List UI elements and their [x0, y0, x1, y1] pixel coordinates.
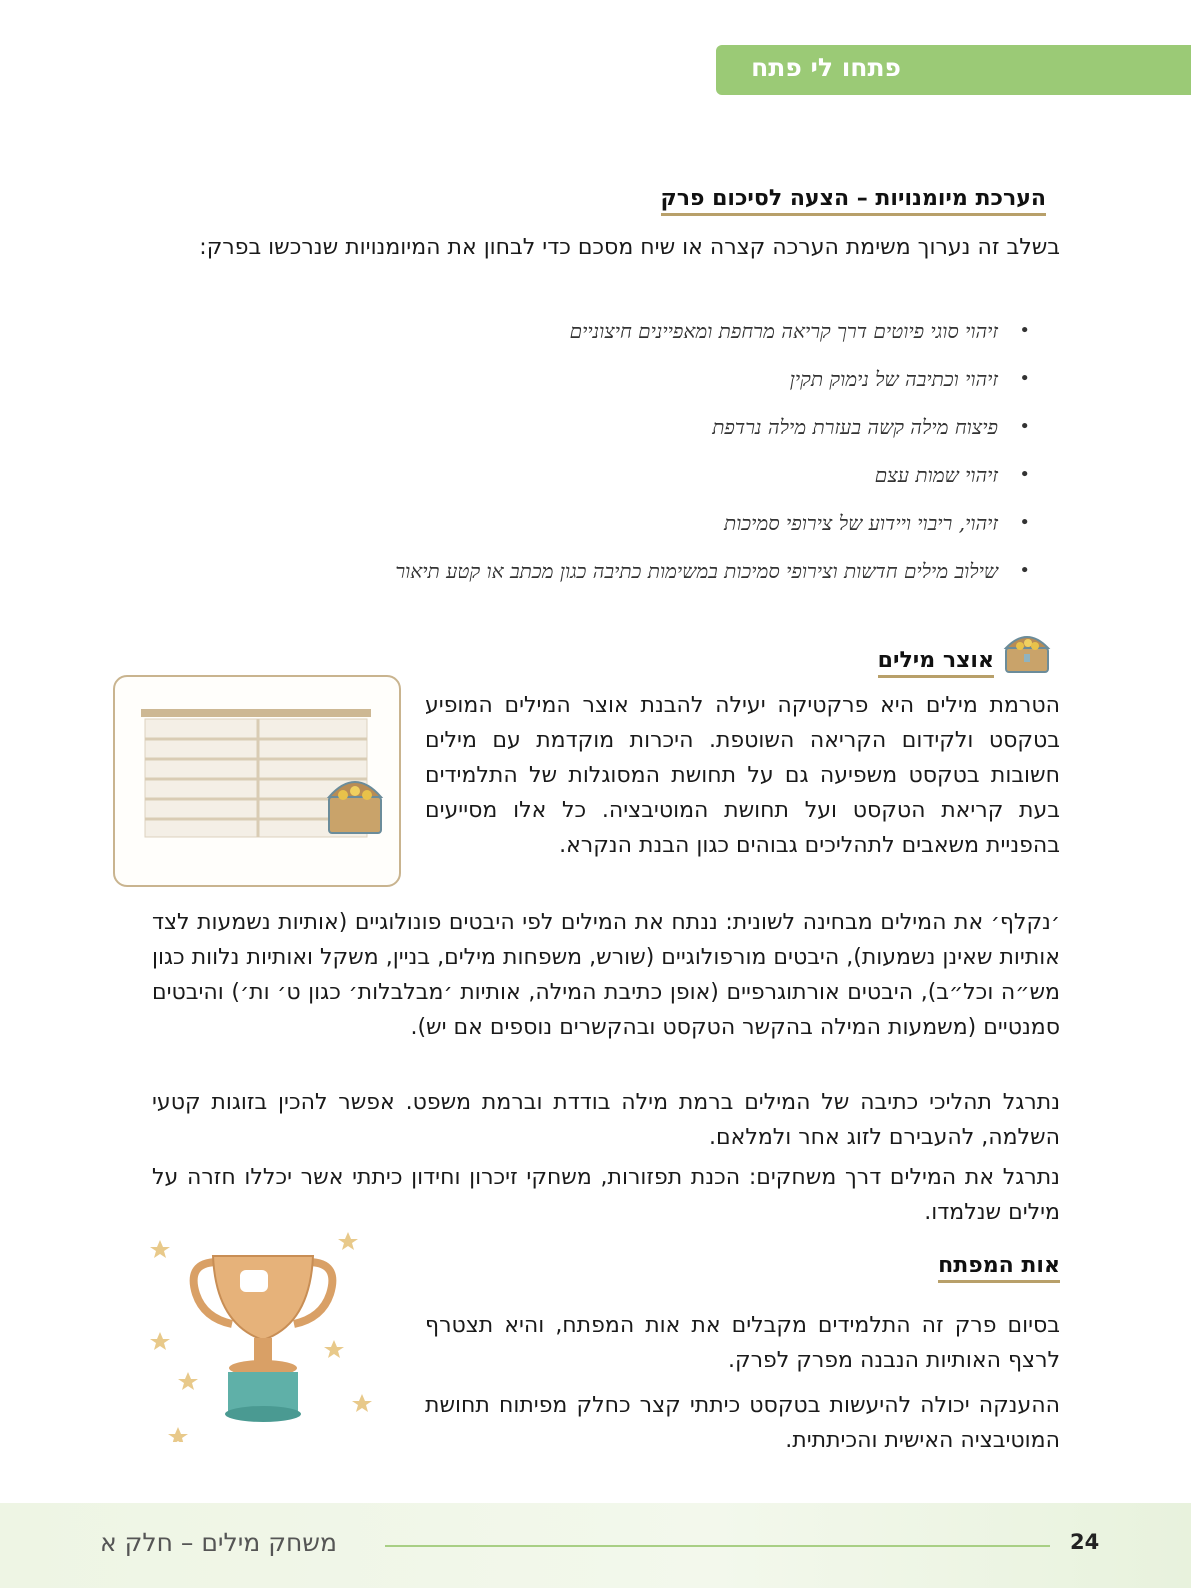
list-item: • זיהוי שמות עצם: [330, 456, 1030, 504]
list-item: • פיצוח מילה קשה בעזרת מילה נרדפת: [330, 408, 1030, 456]
footer-book-title: משחק מילים – חלק א: [100, 1528, 337, 1557]
chapter-tab: [716, 45, 1191, 95]
treasure-chest-icon: [1000, 624, 1054, 676]
assessment-heading-text: הערכת מיומנויות – הצעה לסיכום פרק: [660, 186, 1046, 211]
page-number: 24: [1070, 1530, 1100, 1554]
key-letter-heading: [938, 1253, 1060, 1283]
heading-underline: [878, 675, 994, 678]
heading-underline: [938, 1280, 1060, 1283]
vocabulary-table-illustration: [113, 675, 401, 887]
chapter-tab-title: פתחו לי פתח: [751, 53, 901, 82]
vocabulary-paragraph-2: ׳נקלף׳ את המילים מבחינה לשונית: ננתח את המילים לפי היבטים פונולוגיים (אותיות נשמעות לצד אותיות שאינן נשמעות), היבטים מורפולוגיים (שורש, משפחות מילים, בניין, משקל ואותיות נלוות כגון מש״ה וכל״ב), היבטים אורתוגרפיים (אופן כתיבת המילה, אותיות ׳מבלבלות׳ כגון ט׳ ות׳) והיבטים סמנטיים (משמעות המילה בהקשר הטקסט ובהקשרים נוספים אם יש).: [152, 910, 1060, 1040]
list-item: • זיהוי סוגי פיוטים דרך קריאה מרחפת ומאפיינים חיצוניים: [330, 312, 1030, 360]
vocabulary-heading-text: אוצר מילים: [877, 648, 994, 673]
assessment-heading: [661, 186, 1046, 216]
list-item: • זיהוי, ריבוי ויידוע של צירופי סמיכות: [330, 504, 1030, 552]
key-letter-paragraph-2: ההענקה יכולה להיעשות בטקסט כיתתי קצר כחלק מפיתוח תחושת המוטיבציה האישית והכיתתית.: [425, 1393, 1060, 1453]
trophy-icon: [148, 1232, 378, 1442]
key-letter-paragraph-1: בסיום פרק זה התלמידים מקבלים את אות המפתח, והיא תצטרף לרצף האותיות הנבנה מפרק לפרק.: [425, 1313, 1060, 1373]
footer-divider: [385, 1545, 1050, 1547]
vocabulary-heading: [878, 648, 994, 678]
skills-bullet-list: [330, 312, 1030, 600]
vocabulary-paragraph-4: נתרגל את המילים דרך משחקים: הכנת תפזורות, משחקי זיכרון וחידון כיתתי אשר יכללו חזרה על מילים שנלמדו.: [152, 1165, 1060, 1225]
heading-underline: [661, 213, 1046, 216]
list-item: • שילוב מילים חדשות וצירופי סמיכות במשימות כתיבה כגון מכתב או קטע תיאור: [330, 552, 1030, 600]
word-table-graphic: [115, 677, 399, 885]
vocabulary-paragraph-3: נתרגל תהליכי כתיבה של המילים ברמת מילה בודדת וברמת משפט. אפשר להכין בזוגות קטעי השלמה, להעבירם לזוג אחר ולמלאם.: [152, 1090, 1060, 1150]
list-item: • זיהוי וכתיבה של נימוק תקין: [330, 360, 1030, 408]
vocabulary-paragraph-1: הטרמת מילים היא פרקטיקה יעילה להבנת אוצר המילים המופיע בטקסט ולקידום הקריאה השוטפת. היכרות מוקדמת עם מילים חשובות בטקסט משפיעה גם על תחושת המסוגלות של התלמידים בעת קריאת הטקסט ועל תחושת המוטיבציה. כל אלו מסייעים בהפניית משאבים לתהליכים גבוהים כגון הבנת הנקרא.: [425, 693, 1060, 858]
key-letter-heading-text: אות המפתח: [938, 1253, 1060, 1278]
assessment-intro: בשלב זה נערוך משימת הערכה קצרה או שיח מסכם כדי לבחון את המיומנויות שנרכשו בפרק:: [199, 235, 1060, 260]
